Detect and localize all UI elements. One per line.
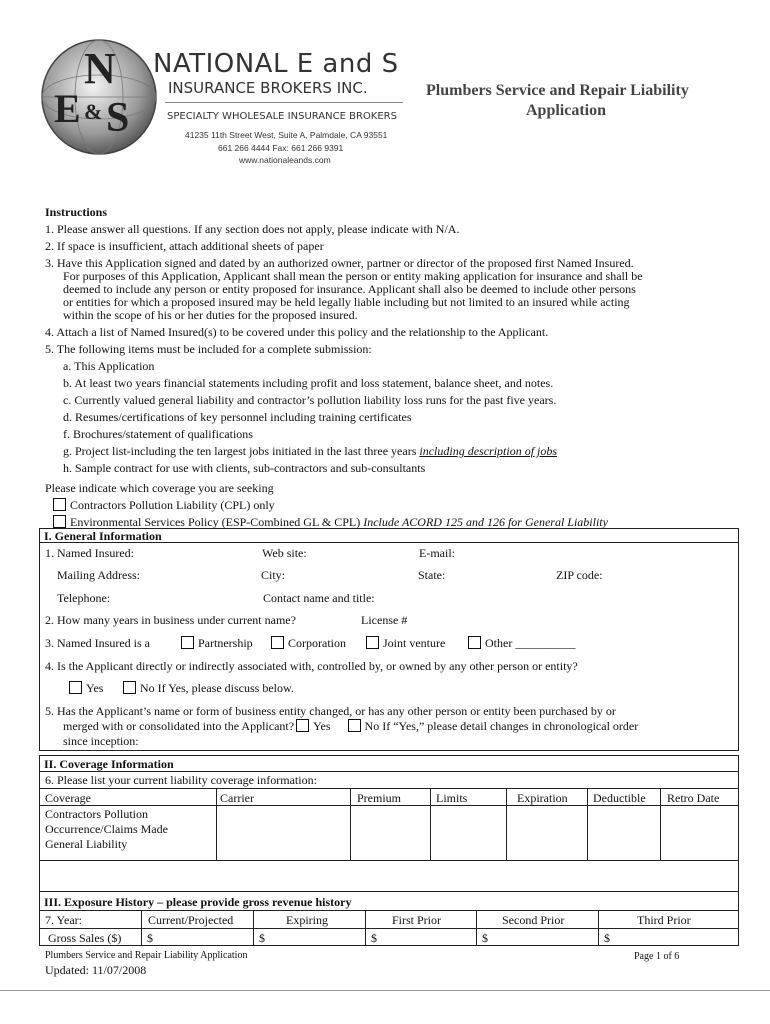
table-col-divider xyxy=(141,910,142,945)
table-col-divider xyxy=(365,910,366,945)
joint-venture-label: Joint venture xyxy=(383,636,446,650)
partnership-label: Partnership xyxy=(198,636,253,650)
document-title: Plumbers Service and Repair Liability xyxy=(426,82,689,99)
instruction-item: 3. Have this Application signed and dated by an authorized owner, partner or director of the proposed first Named Insured. xyxy=(45,256,634,270)
city-label: City: xyxy=(261,568,286,582)
gross-sales-currency: $ xyxy=(371,931,377,945)
table-col-divider xyxy=(506,788,507,860)
table-col-divider xyxy=(660,788,661,860)
instructions-heading: Instructions xyxy=(45,205,108,219)
name-change-no-label: No If “Yes,” please detail changes in chronological order xyxy=(364,719,639,733)
year-column-header: Expiring xyxy=(286,913,328,927)
instruction-subitem: c. Currently valued general liability and contractor’s pollution liability loss runs for the past five years. xyxy=(63,393,557,407)
esp-note: Include ACORD 125 and 126 for General Liability xyxy=(363,515,608,529)
document-title-line2: Application xyxy=(526,102,607,119)
zip-label: ZIP code: xyxy=(556,568,603,582)
section-divider xyxy=(39,910,738,911)
year-column-header: Second Prior xyxy=(502,913,565,927)
section2-heading: II. Coverage Information xyxy=(44,757,174,771)
footer-updated: Updated: 11/07/2008 xyxy=(45,963,147,977)
name-change-question: 5. Has the Applicant’s name or form of business entity changed, or has any other person or entity been purchased by or xyxy=(45,704,616,718)
name-change-no-checkbox[interactable] xyxy=(348,719,361,732)
entity-type-joint-venture xyxy=(366,636,445,650)
esp-checkbox[interactable] xyxy=(53,515,66,528)
coverage-row-label: Occurrence/Claims Made xyxy=(45,822,168,836)
affiliation-no-label: No If Yes, please discuss below. xyxy=(140,681,294,695)
contact-label: Contact name and title: xyxy=(263,591,375,605)
table-line xyxy=(39,805,738,806)
gross-sales-label: Gross Sales ($) xyxy=(48,931,122,945)
gross-sales-currency: $ xyxy=(259,931,265,945)
logo-letter-n: N xyxy=(84,44,116,93)
logo-divider xyxy=(165,102,403,103)
logo-ampersand: & xyxy=(84,99,103,124)
column-header: Coverage xyxy=(45,791,91,805)
website-label: Web site: xyxy=(262,546,307,560)
affiliation-question: 4. Is the Applicant directly or indirectly associated with, controlled by, or owned by any other person or entity? xyxy=(45,659,578,673)
name-change-line2 xyxy=(63,719,638,733)
table-col-divider xyxy=(430,788,431,860)
cpl-checkbox[interactable] xyxy=(53,498,66,511)
instruction-item: within the scope of his or her duties for the proposed insured. xyxy=(63,308,358,322)
cpl-label: Contractors Pollution Liability (CPL) only xyxy=(70,498,275,512)
corporation-checkbox[interactable] xyxy=(271,636,284,649)
name-change-yes-checkbox[interactable] xyxy=(296,719,309,732)
other-checkbox[interactable] xyxy=(468,636,481,649)
instruction-subitem-text: g. Project list-including the ten largest jobs initiated in the last three years xyxy=(63,444,417,458)
company-website: www.nationaleands.com xyxy=(239,155,331,165)
coverage-option-cpl xyxy=(53,498,275,512)
state-label: State: xyxy=(418,568,446,582)
esp-label: Environmental Services Policy (ESP-Combined GL & CPL) xyxy=(70,515,361,529)
gross-sales-currency: $ xyxy=(147,931,153,945)
company-address: 41235 11th Street West, Suite A, Palmdale, CA 93551 xyxy=(185,130,388,140)
instruction-item: 2. If space is insufficient, attach additional sheets of paper xyxy=(45,239,324,253)
coverage-row-label: Contractors Pollution xyxy=(45,807,148,821)
table-col-divider xyxy=(216,788,217,860)
company-phone: 661 266 4444 Fax: 661 266 9391 xyxy=(218,143,344,153)
other-label: Other __________ xyxy=(485,636,576,650)
logo-letter-s: S xyxy=(106,95,130,141)
page-bottom-rule xyxy=(0,990,770,991)
table-line xyxy=(39,860,738,861)
corporation-label: Corporation xyxy=(288,636,346,650)
instruction-subitem: f. Brochures/statement of qualifications xyxy=(63,427,253,441)
name-change-line3: since inception: xyxy=(63,734,139,748)
entity-type-corporation xyxy=(271,636,346,650)
coverage-prompt: Please indicate which coverage you are seeking xyxy=(45,481,274,495)
table-col-divider xyxy=(476,910,477,945)
affiliation-yes xyxy=(69,681,103,695)
partnership-checkbox[interactable] xyxy=(181,636,194,649)
telephone-label: Telephone: xyxy=(57,591,111,605)
column-header: Carrier xyxy=(220,791,254,805)
affiliation-no-checkbox[interactable] xyxy=(123,681,136,694)
year-column-header: Third Prior xyxy=(637,913,691,927)
gross-sales-currency: $ xyxy=(482,931,488,945)
instruction-item: deemed to include any person or entity proposed for insurance. Applicant shall also be deemed to include other persons xyxy=(63,282,636,296)
entity-type-partnership xyxy=(181,636,253,650)
instruction-item: 5. The following items must be included for a complete submission: xyxy=(45,342,372,356)
instruction-emphasis: including description of jobs xyxy=(419,444,558,458)
section-divider xyxy=(39,771,738,772)
column-header: Limits xyxy=(436,791,468,805)
name-change-yes-label: Yes xyxy=(313,719,331,733)
column-header: Premium xyxy=(357,791,401,805)
affiliation-yes-label: Yes xyxy=(86,681,104,695)
coverage-row-label: General Liability xyxy=(45,837,128,851)
joint-venture-checkbox[interactable] xyxy=(366,636,379,649)
table-line xyxy=(39,928,738,929)
name-change-text: merged with or consolidated into the Applicant? xyxy=(63,719,295,733)
instruction-item: 1. Please answer all questions. If any section does not apply, please indicate with N/A. xyxy=(45,222,460,236)
instruction-subitem xyxy=(63,444,557,458)
logo-letter-e: E xyxy=(54,86,81,131)
email-label: E-mail: xyxy=(419,546,455,560)
year-column-header: Current/Projected xyxy=(148,913,234,927)
column-header: Deductible xyxy=(593,791,646,805)
instruction-subitem: a. This Application xyxy=(63,359,155,373)
table-col-divider xyxy=(253,910,254,945)
instruction-subitem: d. Resumes/certifications of key personnel including training certificates xyxy=(63,410,412,424)
table-line xyxy=(39,788,738,789)
years-in-business-label: 2. How many years in business under current name? xyxy=(45,613,296,627)
company-tagline: SPECIALTY WHOLESALE INSURANCE BROKERS xyxy=(167,111,397,122)
footer-page-number: Page 1 of 6 xyxy=(634,951,680,962)
instruction-item: For purposes of this Application, Applicant shall mean the person or entity making application for insurance and shall be xyxy=(63,269,643,283)
entity-type-label: 3. Named Insured is a xyxy=(45,636,150,650)
company-logo xyxy=(40,38,158,156)
company-name: NATIONAL E and S xyxy=(153,49,399,79)
table-col-divider xyxy=(598,910,599,945)
instruction-item: or entities for which a proposed insured may be held legally liable including but not limited to an insured while acting xyxy=(63,295,630,309)
coverage-question: 6. Please list your current liability coverage information: xyxy=(45,773,317,787)
mailing-address-label: Mailing Address: xyxy=(57,568,140,582)
section3-heading: III. Exposure History – please provide gross revenue history xyxy=(44,895,352,909)
year-label: 7. Year: xyxy=(45,913,83,927)
affiliation-yes-checkbox[interactable] xyxy=(69,681,82,694)
company-subname: INSURANCE BROKERS INC. xyxy=(168,79,368,97)
instruction-subitem: h. Sample contract for use with clients, sub-contractors and sub-consultants xyxy=(63,461,426,475)
table-col-divider xyxy=(350,788,351,860)
instruction-item: 4. Attach a list of Named Insured(s) to be covered under this policy and the relationship to the Applicant. xyxy=(45,325,549,339)
affiliation-no xyxy=(123,681,294,695)
named-insured-label: 1. Named Insured: xyxy=(45,546,134,560)
section1-heading: I. General Information xyxy=(44,529,162,543)
coverage-option-esp xyxy=(53,515,608,529)
table-col-divider xyxy=(587,788,588,860)
license-label: License # xyxy=(361,613,408,627)
year-column-header: First Prior xyxy=(392,913,442,927)
column-header: Expiration xyxy=(517,791,568,805)
instruction-subitem: b. At least two years financial statements including profit and loss statement, balance sheet, and notes. xyxy=(63,376,554,390)
footer-doc-name: Plumbers Service and Repair Liability Application xyxy=(45,950,248,961)
column-header: Retro Date xyxy=(667,791,720,805)
gross-sales-currency: $ xyxy=(604,931,610,945)
entity-type-other xyxy=(468,636,575,650)
